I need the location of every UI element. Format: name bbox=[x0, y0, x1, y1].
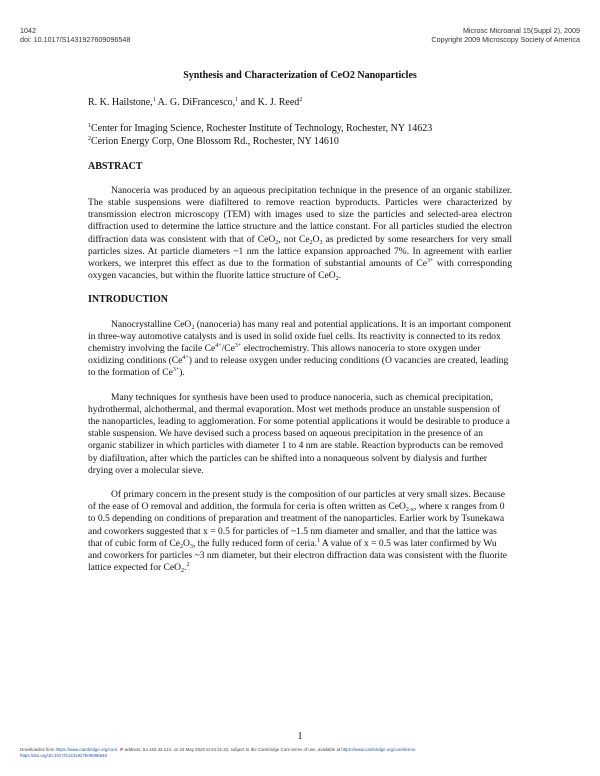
footer-link-core[interactable]: https://www.cambridge.org/core bbox=[55, 747, 118, 752]
intro-paragraph-1: Nanocrystalline CeO$_2$ (nanoceria) has many real and potential applications. It is an important component in three-way automotive catalysts and is used in solid oxide fuel cells. Its reactivity is connected to its redox chemistry involving the facile $Ce^{4+}/Ce^{3+}$ electrochemistry. This allows nanoceria to store oxygen under oxidizing conditions $(Ce^{4+})$ and to release oxygen under reducing conditions (O vacancies are created, leading to the formation of $Ce^{3+}$). bbox=[88, 318, 512, 379]
author-name: R. K. Hailstone, bbox=[88, 97, 153, 109]
doi: doi: 10.1017/S1431927609096548 bbox=[20, 35, 131, 44]
affiliation-text: Cerion Energy Corp, One Blossom Rd., Rochester, NY 14610 bbox=[91, 136, 339, 147]
page-number: 1 bbox=[297, 731, 303, 742]
page-code: 1042 bbox=[20, 26, 36, 35]
journal-citation: Microsc Microanal 15(Suppl 2), 2009 bbox=[462, 26, 580, 35]
running-header-left bbox=[20, 26, 130, 44]
footer-link-doi[interactable]: https://doi.org/10.1017/S1431927609096548 bbox=[20, 753, 107, 758]
affiliation-mark: 2 bbox=[88, 136, 91, 142]
author-name: A. G. DiFrancesco, bbox=[155, 97, 236, 109]
affiliation-mark: 2 bbox=[299, 97, 303, 104]
affiliation-mark: 1 bbox=[235, 97, 239, 104]
author-list bbox=[88, 97, 512, 109]
abstract-heading: ABSTRACT bbox=[88, 160, 143, 172]
affiliation-mark: 1 bbox=[152, 97, 156, 104]
abstract-paragraph: Nanoceria was produced by an aqueous precipitation technique in the presence of an organic stabilizer. The stable suspensions were diafiltered to remove reaction byproducts. Particles were characterized by transmission electron microscopy (TEM) with images used to size the particles and selected-area electron diffraction used to determine the lattice structure and the lattice constant. For all particles studied the electron diffraction data was consistent with that of CeO$_2$, not $Ce_2O_3$ as predicted by some researchers for very small particles sizes. At particle diameters ~1 nm the lattice expansion approached 7%. In agreement with earlier workers, we interpret this effect as due to the formation of substantial amounts of $Ce^{3+}$ with corresponding oxygen vacancies, but within the fluorite lattice structure of CeO$_2$. bbox=[88, 184, 513, 283]
affiliation bbox=[88, 123, 512, 136]
author-name: and K. J. Reed bbox=[238, 97, 300, 109]
running-header-right bbox=[431, 26, 580, 44]
copyright: Copyright 2009 Microscopy Society of America bbox=[431, 35, 580, 44]
download-footer: Downloaded from https://www.cambridge.org/core. IP address: 54.163.42.124, on 22 May 2020 at 04:31:22, subject to the Cambridge Core terms of use, available at https://www.cambridge.org/core/terms. https://doi.org/10.1017/S1431927609096548 bbox=[20, 747, 417, 758]
affiliation-mark: 1 bbox=[88, 123, 91, 130]
paper-title: Synthesis and Characterization of CeO2 Nanoparticles bbox=[183, 70, 417, 81]
article-body bbox=[88, 70, 512, 586]
affiliations bbox=[88, 123, 512, 148]
intro-paragraph-2: Many techniques for synthesis have been used to produce nanoceria, such as chemical precipitation, hydrothermal, alchothermal, and thermal evaporation. Most wet methods produce an unstable suspension of the nanoparticles, leading to agglomeration. For some potential applications it would be desirable to produce a stable suspension. We have devised such a process based on aqueous precipitation in the presence of an organic stabilizer in which particles with diameter 1 to 4 nm are stable. Reaction byproducts can be removed by diafiltration, after which the particles can be shifted into a nonaqueous solvent by dialysis and further drying over a molecular sieve. bbox=[88, 391, 510, 476]
affiliation bbox=[88, 136, 512, 149]
affiliation-text: Center for Imaging Science, Rochester Institute of Technology, Rochester, NY 14623 bbox=[91, 123, 433, 135]
introduction-heading: INTRODUCTION bbox=[88, 294, 169, 306]
footer-link-terms[interactable]: https://www.cambridge.org/core/terms bbox=[341, 747, 416, 752]
intro-paragraph-3: Of primary concern in the present study is the composition of our particles at very small sizes. Because of the ease of O removal and addition, the formula for ceria is often written as CeO$_{2-x}$, where x ranges from 0 to 0.5 depending on conditions of preparation and treatment of the nanoparticles. Earlier work by Tsunekawa and coworkers suggested that x = 0.5 for particles of ~1.5 nm diameter and smaller, and that the lattice was that of cubic form of $Ce_2O_3$, the fully reduced form of ceria.$^1$ A value of x = 0.5 was later confirmed by Wu and coworkers for particles ~3 nm diameter, but their electron diffraction data was consistent with the fluorite lattice expected for CeO$_2$.$^2$ bbox=[88, 489, 507, 575]
